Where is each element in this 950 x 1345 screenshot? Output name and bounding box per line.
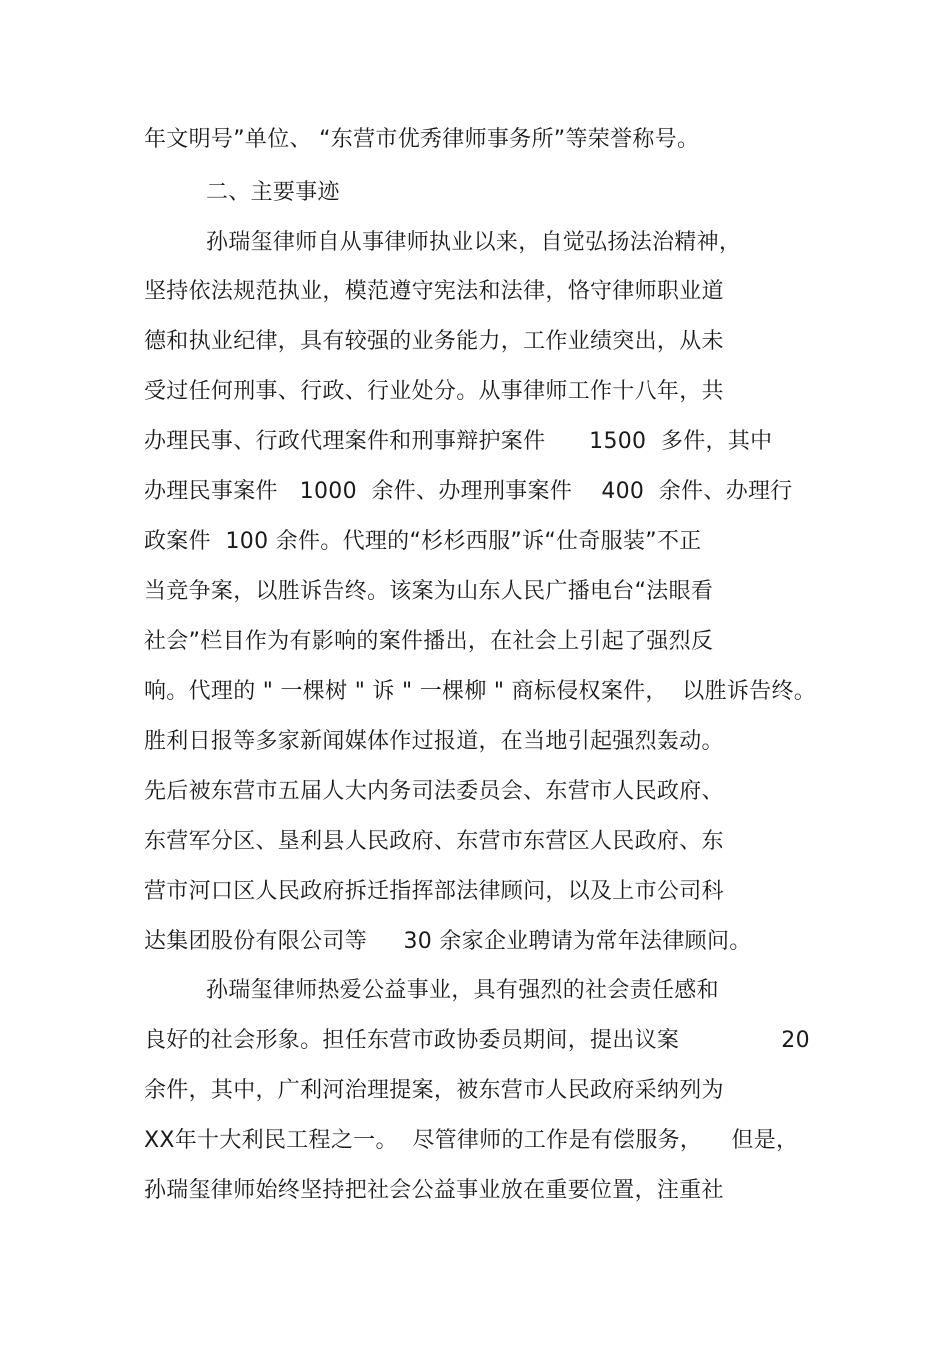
body-text-line: 德和执业纪律，具有较强的业务能力，工作业绩突出，从未	[144, 329, 724, 354]
body-text-line: 东营军分区、垦利县人民政府、东营市东营区人民政府、东	[144, 829, 724, 854]
body-text-line: 办理民事案件 1000 余件、办理刑事案件 400 余件、办理行	[144, 479, 793, 504]
paragraph-start-line: 孙瑞玺律师热爱公益事业，具有强烈的社会责任感和	[206, 978, 719, 1003]
body-text-line: 余件，其中，广利河治理提案，被东营市人民政府采纳列为	[144, 1078, 724, 1103]
body-text-line: 达集团股份有限公司等 30 余家企业聘请为常年法律顾问。	[144, 929, 752, 954]
body-text-line: 受过任何刑事、行政、行业处分。从事律师工作十八年，共	[144, 379, 724, 404]
body-text-line: 先后被东营市五届人大内务司法委员会、东营市人民政府、	[144, 779, 724, 804]
body-text-line: 胜利日报等多家新闻媒体作过报道，在当地引起强烈轰动。	[144, 729, 724, 754]
body-text-line: 孙瑞玺律师始终坚持把社会公益事业放在重要位置，注重社	[144, 1178, 724, 1203]
body-text-line: 当竞争案，以胜诉告终。该案为山东人民广播电台“法眼看	[144, 579, 714, 604]
body-text-line: XX年十大利民工程之一。 尽管律师的工作是有偿服务， 但是，	[144, 1128, 799, 1153]
body-text-line: 响。代理的 " 一棵树 " 诉 " 一棵柳 " 商标侵权案件， 以胜诉告终。	[144, 679, 817, 704]
section-heading: 二、主要事迹	[206, 180, 340, 205]
body-text-line: 坚持依法规范执业，模范遵守宪法和法律，恪守律师职业道	[144, 279, 724, 304]
body-text-line: 社会”栏目作为有影响的案件播出，在社会上引起了强烈反	[144, 629, 714, 654]
paragraph-start-line: 孙瑞玺律师自从事律师执业以来，自觉弘扬法治精神，	[206, 230, 742, 255]
body-text-line: 办理民事、行政代理案件和刑事辩护案件 1500 多件，其中	[144, 429, 773, 454]
body-text-line: 年文明号”单位、 “东营市优秀律师事务所”等荣誉称号。	[144, 127, 700, 152]
body-text-line: 良好的社会形象。担任东营市政协委员期间，提出议案 20	[144, 1028, 810, 1053]
body-text-line: 政案件 100 余件。代理的“杉杉西服”诉“仕奇服装”不正	[144, 529, 702, 554]
body-text-line: 营市河口区人民政府拆迁指挥部法律顾问，以及上市公司科	[144, 879, 724, 904]
